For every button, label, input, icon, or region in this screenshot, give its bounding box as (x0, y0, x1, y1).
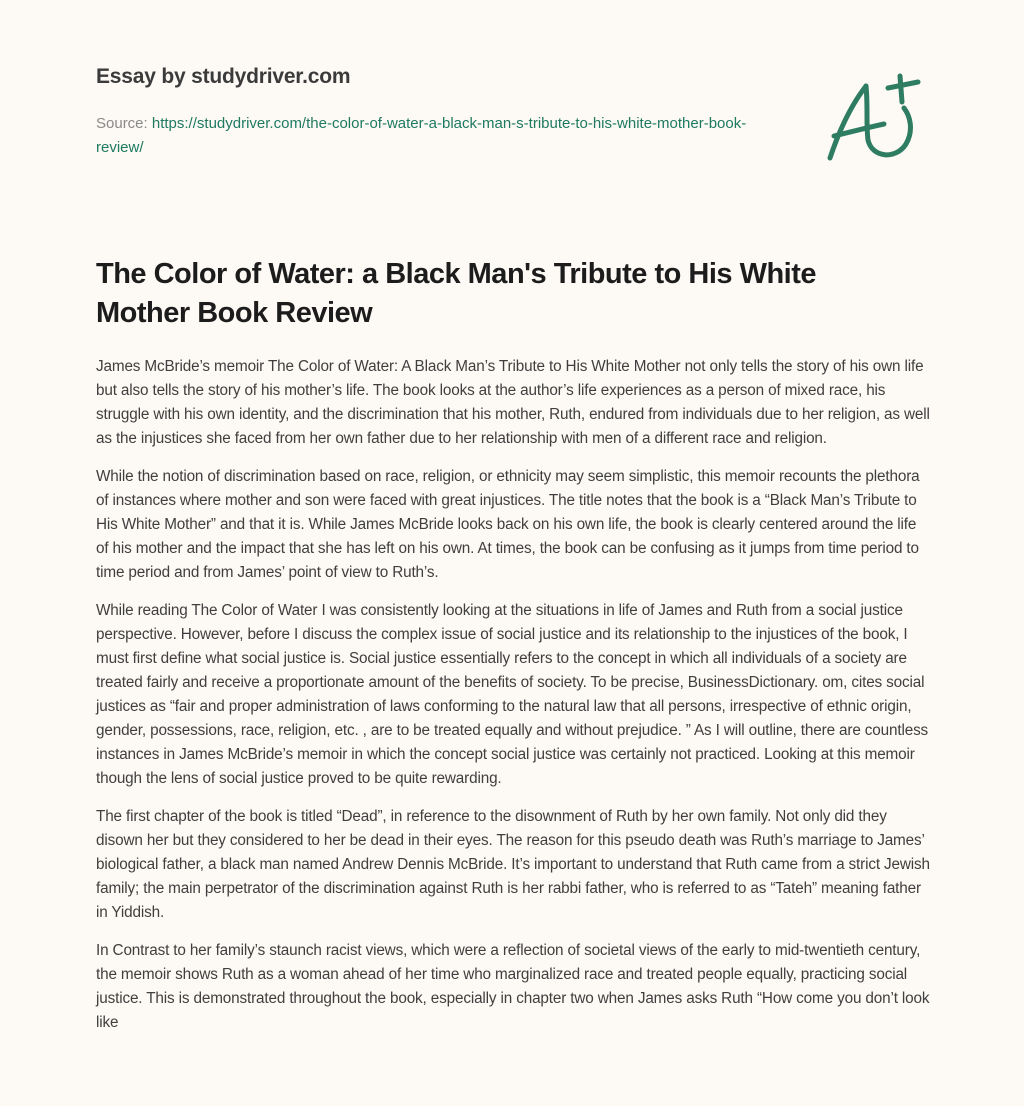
page-header (96, 62, 776, 160)
paragraph: The first chapter of the book is titled “Dead”, in reference to the disownment of Ruth by her own family. Not only did they disown her but they considered to her be dead in their eyes. The reason for this pseudo death was Ruth’s marriage to James’ biological father, a black man named Andrew Dennis McBride. It’s important to understand that Ruth came from a strict Jewish family; the main perpetrator of the discrimination against Ruth is her rabbi father, who is referred to as “Tateh” meaning father in Yiddish. (96, 808, 930, 921)
site-title: Essay by studydriver.com (96, 65, 351, 88)
a-plus-grade-icon (822, 66, 932, 166)
paragraph: In Contrast to her family’s staunch racist views, which were a reflection of societal views of the early to mid-twentieth century, the memoir shows Ruth as a woman ahead of her time who marginalized race and treated people equally, practicing social justice. This is demonstrated throughout the book, especially in chapter two when James asks Ruth “How come you don’t look like (96, 942, 930, 1031)
article-body (96, 355, 930, 1049)
paragraph: James McBride’s memoir The Color of Water: A Black Man’s Tribute to His White Mother not only tells the story of his own life but also tells the story of his mother’s life. The book looks at the author’s life experiences as a person of mixed race, his struggle with his own identity, and the discrimination that his mother, Ruth, endured from individuals due to her religion, as well as the injustices she faced from her own father due to her relationship with men of a different race and religion. (96, 358, 930, 447)
paragraph: While reading The Color of Water I was consistently looking at the situations in life of James and Ruth from a social justice perspective. However, before I discuss the complex issue of social justice and its relationship to the injustices of the book, I must first define what social justice is. Social justice essentially refers to the concept in which all individuals of a society are treated fairly and receive a proportionate amount of the benefits of society. To be precise, BusinessDictionary. om, cites social justices as “fair and proper administration of laws conforming to the natural law that all persons, irrespective of ethnic origin, gender, possessions, race, religion, etc. , are to be treated equally and without prejudice. ” As I will outline, there are countless instances in James McBride’s memoir in which the concept social justice was certainly not practiced. Looking at this memoir though the lens of social justice proved to be quite rewarding. (96, 602, 929, 787)
source-line (96, 112, 776, 160)
paragraph: While the notion of discrimination based on race, religion, or ethnicity may seem simplistic, this memoir recounts the plethora of instances where mother and son were faced with great injustices. The title notes that the book is a “Black Man’s Tribute to His White Mother” and that it is. While James McBride looks back on his own life, the book is clearly centered around the life of his mother and the impact that she has left on his own. At times, the book can be confusing as it jumps from time period to time period and from James’ point of view to Ruth’s. (96, 468, 920, 581)
article-title: The Color of Water: a Black Man's Tribute to His White Mother Book Review (96, 258, 817, 329)
source-link[interactable]: https://studydriver.com/the-color-of-water-a-black-man-s-tribute-to-his-white-mother-book-review/ (96, 115, 747, 156)
source-label: Source: (96, 115, 152, 132)
